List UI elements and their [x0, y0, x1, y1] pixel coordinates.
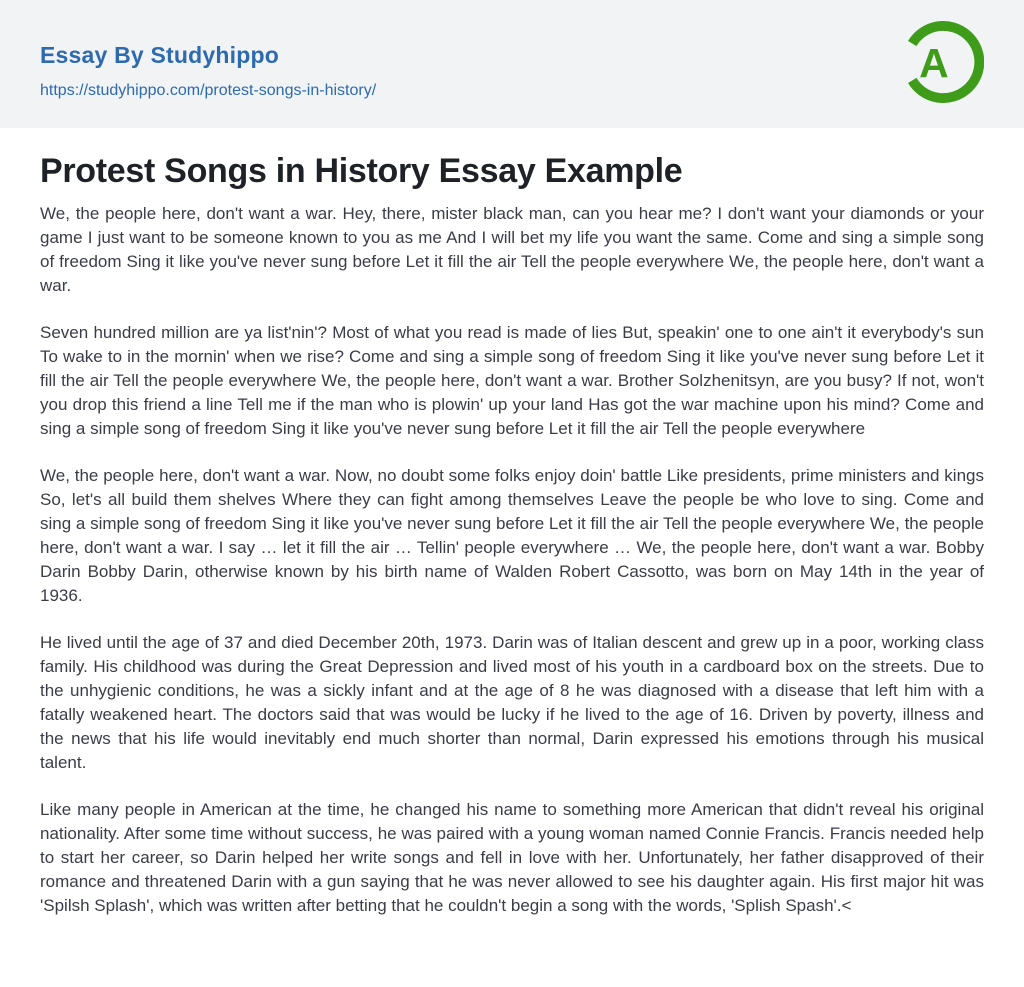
studyhippo-logo	[902, 19, 984, 105]
header-text-block	[40, 28, 376, 101]
essay-paragraph: Seven hundred million are ya list'nin'? Most of what you read is made of lies But, speakin' one to one ain't it everybody's sun To wake to in the mornin' when we rise? Come and sing a simple song of freedom Sing it like you've never sung before Let it fill the air Tell the people everywhere We, the people here, don't want a war. Brother Solzhenitsyn, are you busy? If not, won't you drop this friend a line Tell me if the man who is plowin' up your land Has got the war machine upon his mind? Come and sing a simple song of freedom Sing it like you've never sung before Let it fill the air Tell the people everywhere	[40, 323, 984, 438]
site-title-link[interactable]: Essay By Studyhippo	[40, 41, 279, 68]
page-header	[0, 0, 1024, 128]
essay-paragraph: He lived until the age of 37 and died December 20th, 1973. Darin was of Italian descent and grew up in a poor, working class family. His childhood was during the Great Depression and lived most of his youth in a cardboard box on the streets. Due to the unhygienic conditions, he was a sickly infant and at the age of 8 he was diagnosed with a disease that left him with a fatally weakened heart. The doctors said that was would be lucky if he lived to the age of 16. Driven by poverty, illness and the news that his life would inevitably end much shorter than normal, Darin expressed his emotions through his musical talent.	[40, 633, 984, 772]
essay-paragraph: We, the people here, don't want a war. Now, no doubt some folks enjoy doin' battle Like presidents, prime ministers and kings So, let's all build them shelves Where they can fight among themselves Leave the people be who love to sing. Come and sing a simple song of freedom Sing it like you've never sung before Let it fill the air Tell the people everywhere We, the people here, don't want a war. I say … let it fill the air … Tellin' people everywhere … We, the people here, don't want a war. Bobby Darin Bobby Darin, otherwise known by his birth name of Walden Robert Cassotto, was born on May 14th in the year of 1936.	[40, 466, 984, 605]
studyhippo-logo-icon	[902, 19, 984, 105]
essay-paragraph: Like many people in American at the time, he changed his name to something more American that didn't reveal his original nationality. After some time without success, he was paired with a young woman named Connie Francis. Francis needed help to start her career, so Darin helped her write songs and fell in love with her. Unfortunately, her father disapproved of their romance and threatened Darin with a gun saying that he was never allowed to see his daughter again. His first major hit was 'Spilsh Splash', which was written after betting that he couldn't begin a song with the words, 'Splish Spash'.<	[40, 800, 984, 915]
article-title: Protest Songs in History Essay Example	[40, 152, 683, 190]
essay-content	[0, 151, 1024, 948]
logo-letter: A	[919, 39, 949, 86]
page-url-link[interactable]: https://studyhippo.com/protest-songs-in-history/	[40, 82, 377, 100]
essay-paragraph: We, the people here, don't want a war. Hey, there, mister black man, can you hear me? I don't want your diamonds or your game I just want to be someone known to you as me And I will bet my life you want the same. Come and sing a simple song of freedom Sing it like you've never sung before Let it fill the air Tell the people everywhere We, the people here, don't want a war.	[40, 204, 984, 295]
